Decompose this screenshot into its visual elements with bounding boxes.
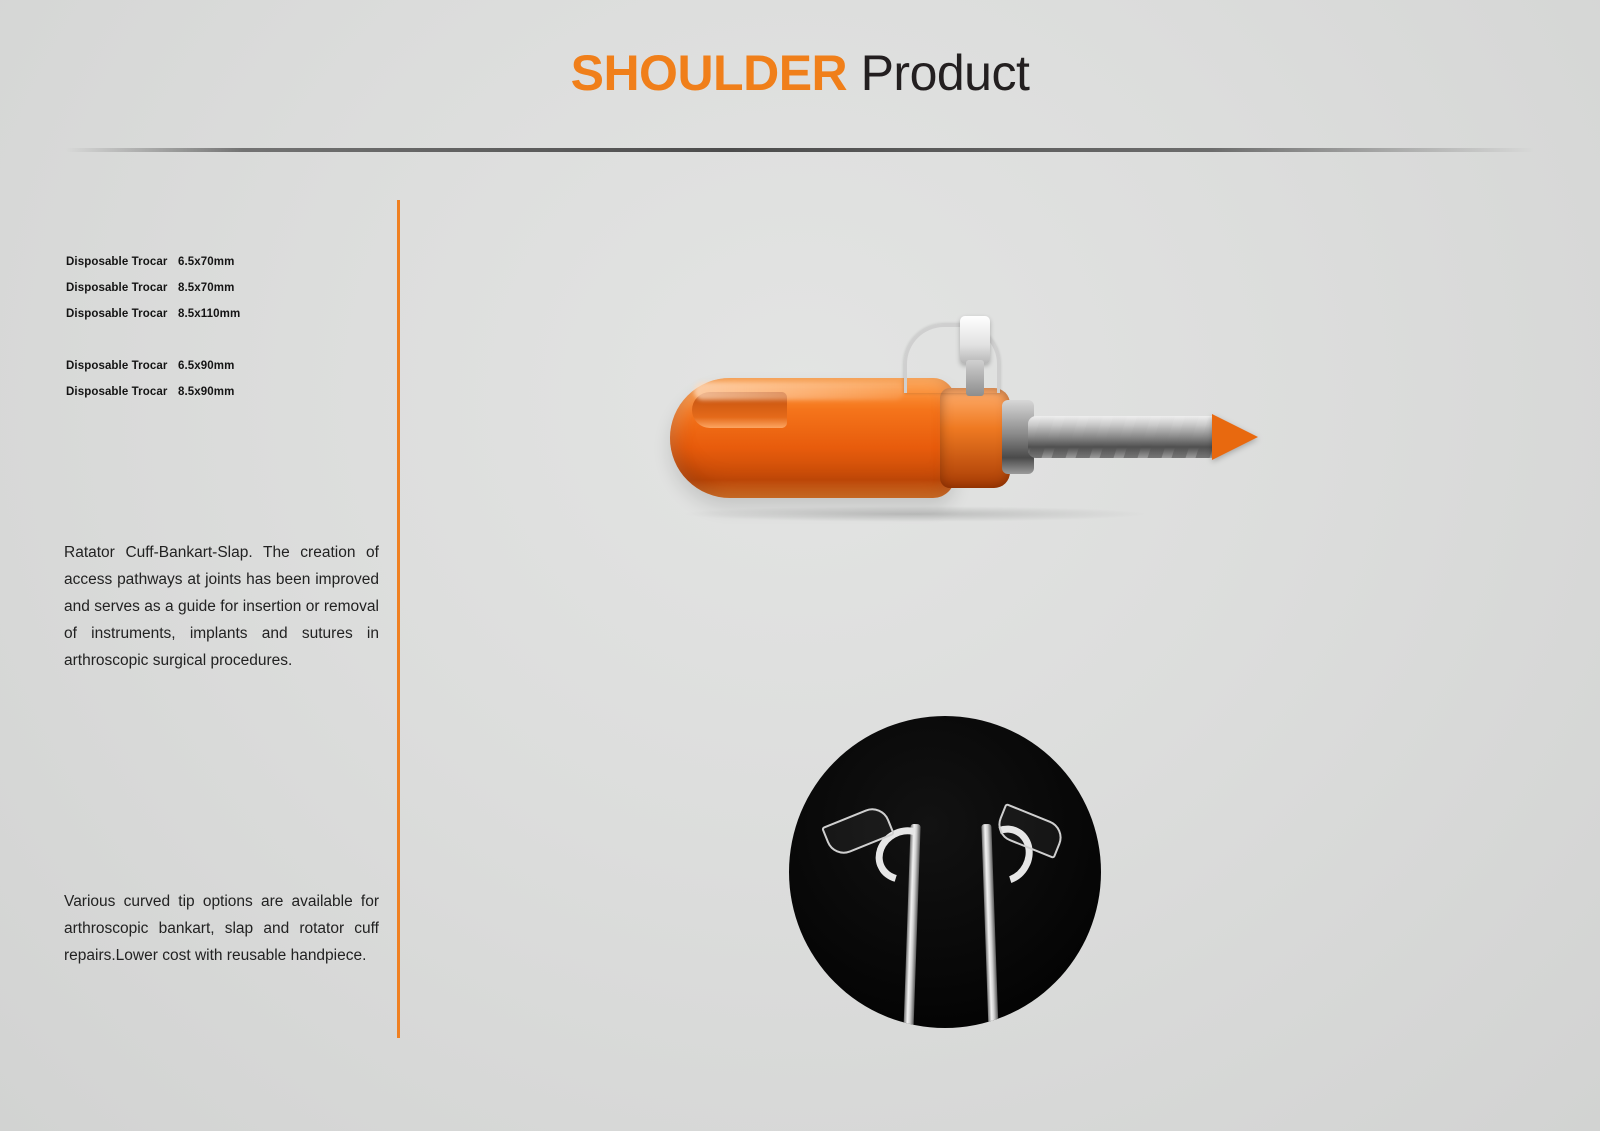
- thread-ridge: [1050, 416, 1081, 458]
- trocar-tip: [1212, 414, 1258, 460]
- page-title-accent: SHOULDER: [570, 45, 848, 101]
- spec-size: 6.5x90mm: [178, 360, 235, 372]
- valve-stem: [966, 360, 984, 396]
- spec-name: Disposable Trocar: [66, 360, 168, 372]
- description-paragraph-two: Various curved tip options are available for arthroscopic bankart, slap and rotator cuff repairs.Lower cost with reusable handpiece.: [64, 893, 379, 964]
- page-header: [0, 45, 1600, 101]
- trocar-product-image: [660, 310, 1280, 540]
- spec-size: 8.5x70mm: [178, 282, 235, 294]
- page-title-rest: Product: [847, 45, 1030, 101]
- spec-row: [66, 301, 366, 327]
- spec-group-gap: [66, 327, 366, 353]
- spec-size: 8.5x110mm: [178, 308, 241, 320]
- spec-row: [66, 275, 366, 301]
- trocar-hub: [940, 388, 1010, 488]
- page-title: [0, 45, 1600, 101]
- spec-row: [66, 249, 366, 275]
- threaded-shaft: [1028, 416, 1218, 458]
- spec-row: [66, 353, 366, 379]
- thread-ridge: [1028, 416, 1056, 458]
- spec-size: 6.5x70mm: [178, 256, 235, 268]
- thread-ridge: [1122, 416, 1153, 458]
- spec-list: [66, 249, 366, 405]
- vertical-divider: [397, 200, 400, 1038]
- thread-ridge: [1074, 416, 1105, 458]
- handle-highlight: [694, 382, 904, 400]
- spec-row: [66, 379, 366, 405]
- product-shadow: [680, 506, 1150, 522]
- thread-ridge: [1146, 416, 1177, 458]
- thread-ridge: [1098, 416, 1129, 458]
- stopcock-valve: [960, 316, 990, 364]
- thread-ridge: [1170, 416, 1201, 458]
- curved-tips-image: [789, 716, 1101, 1028]
- description-paragraph-one: Ratator Cuff-Bankart-Slap. The creation of access pathways at joints has been improved and serves as a guide for insertion or removal of instruments, implants and sutures in arthroscopic surgical procedures.: [64, 544, 379, 669]
- spec-name: Disposable Trocar: [66, 308, 168, 320]
- spec-size: 8.5x90mm: [178, 386, 235, 398]
- spec-name: Disposable Trocar: [66, 256, 168, 268]
- header-divider: [66, 148, 1534, 152]
- spec-name: Disposable Trocar: [66, 282, 168, 294]
- spec-name: Disposable Trocar: [66, 386, 168, 398]
